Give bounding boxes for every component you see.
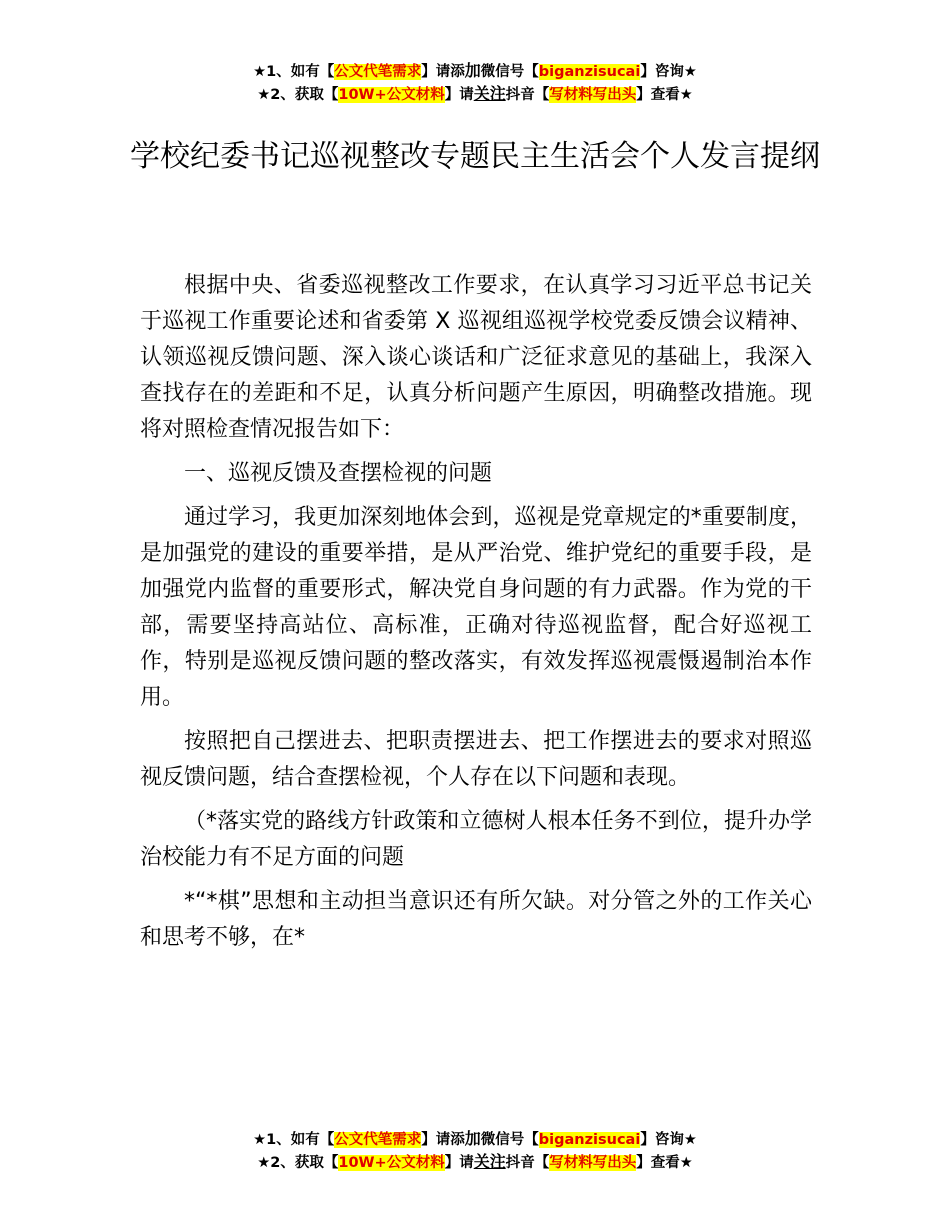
banner-text: 】请 [444,1155,474,1171]
banner-line-1 [0,1128,950,1151]
banner-text: 】咨询★ [640,64,697,80]
banner-text: 微信号【 [480,1132,539,1148]
subsection-heading: （*落实党的路线方针政策和立德树人根本任务不到位，提升办学治校能力有不足方面的问题 [140,809,812,870]
banner-highlight: 写材料写出头 [549,1155,637,1171]
header-banner [0,60,950,106]
banner-line-2 [0,83,950,106]
paragraph: 根据中央、省委巡视整改工作要求，在认真学习习近平总书记关于巡视工作重要论述和省委第 X 巡视组巡视学校党委反馈会议精神、认领巡视反馈问题、深入谈心谈话和广泛征求意见的基础上，我深入查找存在的差距和不足，认真分析问题产生原因，明确整改措施。现将对照检查情况报告如下： [140,273,812,442]
banner-text: 】请添 [421,1132,465,1148]
banner-highlight: 10W+公文材料 [338,1155,445,1171]
paragraph: *“*棋”思想和主动担当意识还有所欠缺。对分管之外的工作关心和思考不够，在* [140,889,812,950]
banner-text: 】请 [444,87,474,103]
banner-emphasis: 加 [464,61,481,80]
banner-text: ★2、获取【 [257,1155,339,1171]
banner-text: 】咨询★ [640,1132,697,1148]
banner-highlight: 公文代笔需求 [334,1132,422,1148]
banner-text: 】请添 [421,64,465,80]
banner-highlight: 写材料写出头 [549,87,637,103]
document-title: 学校纪委书记巡视整改专题民主生活会个人发言提纲 [130,139,820,175]
banner-text: ★1、如有【 [253,1132,335,1148]
banner-text: 】查看★ [636,1155,693,1171]
banner-text: 微信号【 [480,64,539,80]
banner-line-2 [0,1151,950,1174]
banner-text: 抖音【 [505,87,550,103]
banner-highlight: biganzisucai [538,1132,641,1148]
banner-emphasis: 关注 [473,1152,506,1171]
banner-emphasis: 加 [464,1129,481,1148]
banner-text: ★1、如有【 [253,64,335,80]
document-body [140,268,812,964]
banner-text: 抖音【 [505,1155,550,1171]
banner-highlight: 10W+公文材料 [338,87,445,103]
paragraph: 通过学习，我更加深刻地体会到，巡视是党章规定的*重要制度，是加强党的建设的重要举措，是从严治党、维护党纪的重要手段，是加强党内监督的重要形式，解决党自身问题的有力武器。作为党的干部，需要坚持高站位、高标准，正确对待巡视监督，配合好巡视工作，特别是巡视反馈问题的整改落实，有效发挥巡视震慑遏制治本作用。 [140,505,812,710]
banner-text: ★2、获取【 [257,87,339,103]
section-heading: 一、巡视反馈及查摆检视的问题 [184,461,493,486]
banner-highlight: biganzisucai [538,64,641,80]
banner-text: 】查看★ [636,87,693,103]
footer-banner [0,1128,950,1174]
paragraph: 按照把自己摆进去、把职责摆进去、把工作摆进去的要求对照巡视反馈问题，结合查摆检视，个人存在以下问题和表现。 [140,729,812,790]
banner-highlight: 公文代笔需求 [334,64,422,80]
banner-emphasis: 关注 [473,84,506,103]
banner-line-1 [0,60,950,83]
